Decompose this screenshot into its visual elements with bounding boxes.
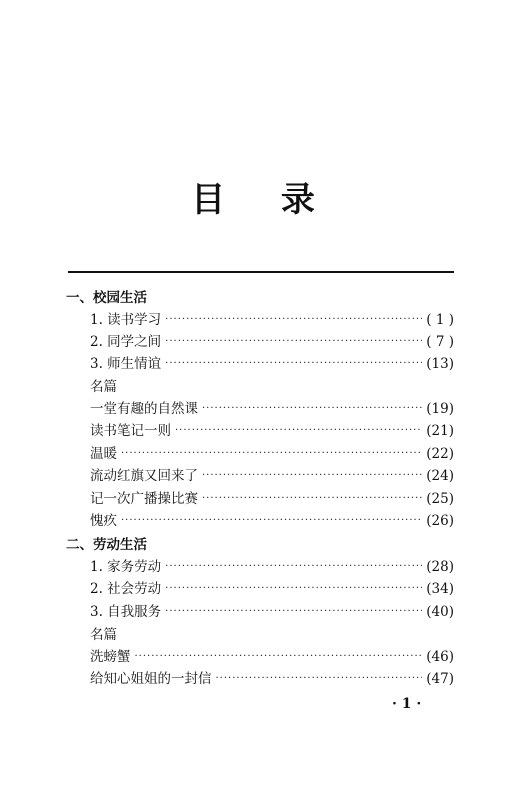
page-title: 目 录 [191,180,337,220]
section-heading: 二、劳动生活 [66,537,147,553]
toc-entry[interactable] [90,443,454,465]
dot-leader [165,331,422,353]
toc-entry[interactable] [90,488,454,510]
toc-entry-page: (13) [426,356,454,372]
dot-leader [121,510,422,532]
toc-entry-page: (25) [426,491,454,507]
toc-entry-page: (40) [426,604,454,620]
toc-entry-page: (19) [426,401,454,417]
toc-entry[interactable] [90,601,454,623]
dot-leader [202,465,422,487]
toc-entry[interactable] [90,331,454,353]
dot-leader [165,353,422,375]
subsection-heading: 名篇 [90,379,117,395]
dot-leader [135,646,423,668]
toc-entry[interactable] [90,465,454,487]
toc-entry-page: ( 1 ) [426,312,454,328]
toc-entry-page: (21) [426,423,454,439]
toc-entry-title: 一堂有趣的自然课 [90,401,198,417]
dot-leader [175,420,422,442]
dot-leader [165,556,422,578]
dot-leader [121,443,422,465]
toc-entry-title: 3. 师生情谊 [90,356,162,372]
toc-entry-page: (22) [426,446,454,462]
dot-leader [202,398,422,420]
toc-entry-title: 记一次广播操比赛 [90,491,198,507]
toc-entry[interactable] [90,510,454,532]
toc-entry-title: 3. 自我服务 [90,604,162,620]
dot-leader [165,578,422,600]
dot-leader [202,488,422,510]
toc-entry-page: (47) [426,671,454,687]
toc-entry-title: 温暖 [90,446,117,462]
toc-entry-page: (46) [426,649,454,665]
toc-entry-page: ( 7 ) [426,334,454,350]
toc-entry[interactable] [90,646,454,668]
toc-entry-title: 愧疚 [90,513,117,529]
toc-entry-page: (28) [426,559,454,575]
toc-entry[interactable] [90,398,454,420]
dot-leader [216,668,423,690]
toc-entry-title: 2. 社会劳动 [90,581,162,597]
toc-entry[interactable] [90,578,454,600]
dot-leader [165,309,422,331]
title-divider [68,271,454,273]
toc-entry[interactable] [90,420,454,442]
toc-entry-title: 给知心姐姐的一封信 [90,671,212,687]
toc-entry-page: (26) [426,513,454,529]
subsection-heading: 名篇 [90,627,117,643]
toc-entry-page: (24) [426,468,454,484]
toc-entry-title: 2. 同学之间 [90,334,162,350]
toc-entry-title: 1. 家务劳动 [90,559,162,575]
toc-entry[interactable] [90,353,454,375]
section-heading: 一、校园生活 [66,290,147,306]
toc-entry-title: 读书笔记一则 [90,423,171,439]
toc-entry-title: 洗螃蟹 [90,649,131,665]
toc-entry-title: 1. 读书学习 [90,312,162,328]
dot-leader [165,601,422,623]
toc-entry-title: 流动红旗又回来了 [90,468,198,484]
toc-entry[interactable] [90,668,454,690]
page-number: · 1 · [392,696,422,712]
toc-entry-page: (34) [426,581,454,597]
toc-entry[interactable] [90,556,454,578]
toc-entry[interactable] [90,309,454,331]
